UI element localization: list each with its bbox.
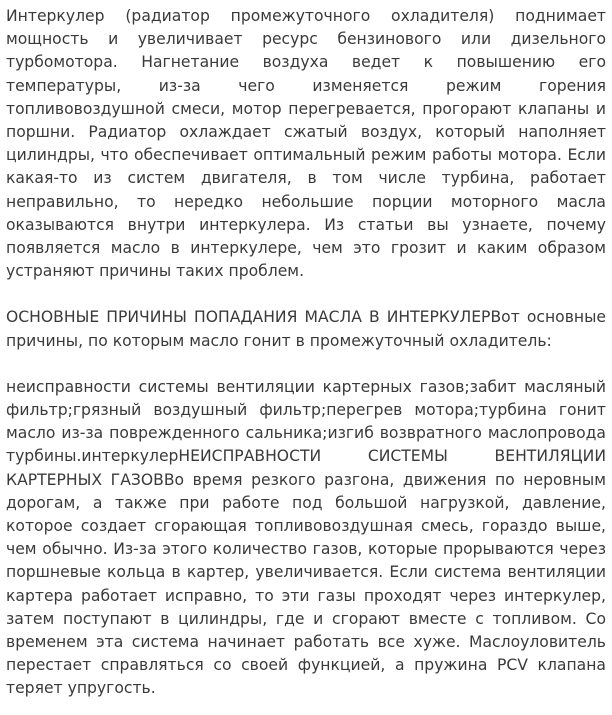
- intro-paragraph: Интеркулер (радиатор промежуточного охладителя) поднимает мощность и увеличивает ресурс бензинового или дизельного турбомотора. Нагнетание воздуха ведет к повышению его температуры, из-за чего изменяется режим горения топливовоздушной смеси, мотор перегревается, прогорают клапаны и поршни. Радиатор охлаждает сжатый воздух, который наполняет цилиндры, что обеспечивает оптимальный режим работы мотора. Если какая-то из систем двигателя, в том числе турбина, работает неправильно, то нередко небольшие порции моторного масла оказываются внутри интеркулера. Из статьи вы узнаете, почему появляется масло в интеркулере, чем это грозит и каким образом устраняют причины таких проблем.: [6, 7, 606, 281]
- causes-list-paragraph: неисправности системы вентиляции картерных газов;забит масляный фильтр;грязный воздушный фильтр;перегрев мотора;турбина гонит масло из-за поврежденного сальника;изгиб возвратного маслопровода турбины.интеркулерНЕИСПРАВНОСТИ СИСТЕМЫ ВЕНТИЛЯЦИИ КАРТЕРНЫХ ГАЗОВВо время резкого разгона, движения по неровным дорогам, а также при работе под большой нагрузкой, давление, которое создает сгорающая топливовоздушная смесь, гораздо выше, чем обычно. Из-за этого количество газов, которые прорываются через поршневые кольца в картер, увеличивается. Если система вентиляции картера работает исправно, то эти газы проходят через интеркулер, затем поступают в цилиндры, где и сгорают вместе с топливом. Со временем эта система начинает работать все хуже. Маслоуловитель перестает справляться со своей функцией, а пружина PCV клапана теряет упругость.: [6, 377, 606, 698]
- causes-heading-paragraph: ОСНОВНЫЕ ПРИЧИНЫ ПОПАДАНИЯ МАСЛА В ИНТЕРКУЛЕРВот основные причины, по которым масло гонит в промежуточный охладитель:: [6, 308, 606, 350]
